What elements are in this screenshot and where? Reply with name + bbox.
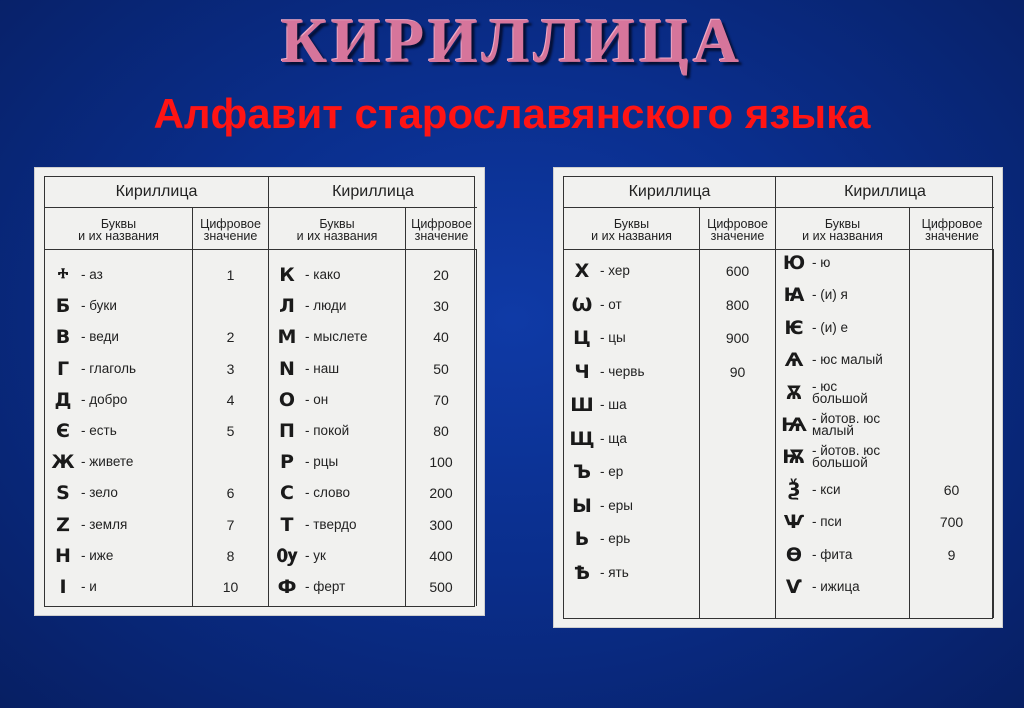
letter-glyph: Ц <box>573 327 591 349</box>
letter-glyph: Ѵ <box>785 576 803 598</box>
letter-row <box>776 315 909 341</box>
letter-row <box>45 574 192 600</box>
letter-row <box>45 449 192 475</box>
letter-row <box>269 480 405 506</box>
numeric-value <box>700 392 775 418</box>
letter-row <box>269 324 405 350</box>
numeric-value <box>700 493 775 519</box>
letter-row <box>269 293 405 319</box>
numeric-value: 400 <box>429 547 453 564</box>
letter-row <box>564 526 699 552</box>
letter-name: - он <box>305 391 329 407</box>
letter-glyph: Ы <box>572 494 592 517</box>
letter-name: - ша <box>600 397 627 412</box>
letter-glyph: Ж <box>51 451 75 474</box>
left-alphabet-table <box>44 176 475 607</box>
numeric-value: 3 <box>226 360 235 377</box>
letter-glyph: О <box>278 388 296 411</box>
letter-glyph: Щ <box>569 427 595 450</box>
letter-name: - иже <box>81 547 114 563</box>
letter-glyph: С <box>280 482 294 505</box>
letter-name: - рцы <box>305 454 339 470</box>
numeric-value: 80 <box>433 423 449 439</box>
letter-row <box>45 418 192 444</box>
letter-name: - покой <box>305 423 350 438</box>
header-kirillica: Кириллица <box>45 177 269 208</box>
letter-row <box>269 449 405 475</box>
letter-name: - люди <box>305 298 347 314</box>
left-table-panel <box>34 167 485 616</box>
header-value: Цифровое значение <box>910 208 994 250</box>
letter-name: - живете <box>81 454 134 470</box>
letter-glyph: І <box>59 576 67 598</box>
letter-row <box>564 560 699 586</box>
letter-name: - наш <box>305 360 340 376</box>
letter-glyph: Ъ <box>573 461 591 483</box>
numeric-value: 7 <box>226 516 235 533</box>
letters-column <box>45 250 193 606</box>
numeric-value: 9 <box>947 546 956 563</box>
letter-row <box>45 480 192 506</box>
letter-row <box>776 250 909 276</box>
numeric-value <box>193 449 268 475</box>
letter-name: - юс малый <box>812 352 883 368</box>
letter-name: - мыслете <box>305 329 368 345</box>
letter-glyph: ⰰ <box>57 264 69 286</box>
letter-name: - како <box>305 267 341 282</box>
letter-name: - кси <box>812 481 841 497</box>
header-kirillica: Кириллица <box>564 177 776 208</box>
letter-row <box>776 380 909 406</box>
letter-row <box>269 574 405 600</box>
letter-name: - червь <box>600 363 645 379</box>
numeric-value <box>910 574 993 600</box>
letter-name: - ю <box>812 255 831 270</box>
letter-name: - земля <box>81 516 128 532</box>
letter-name: - (и) е <box>812 319 849 335</box>
right-alphabet-table <box>563 176 993 619</box>
numeric-value: 10 <box>222 579 239 595</box>
letter-glyph: Є <box>56 420 70 442</box>
letter-row <box>564 359 699 385</box>
letter-name: - и <box>81 579 97 594</box>
letter-row <box>269 512 405 538</box>
letter-row <box>776 574 909 600</box>
header-letters: Буквы и их названия <box>269 208 406 250</box>
letter-name: - буки <box>81 298 117 314</box>
letter-name: - еры <box>600 497 633 513</box>
letter-name: - глаголь <box>81 360 137 376</box>
values-column <box>700 250 776 618</box>
letter-row <box>776 412 909 438</box>
letter-name: - веди <box>81 329 119 345</box>
letter-glyph: Ѭ <box>782 446 806 469</box>
numeric-value <box>193 293 268 319</box>
letter-glyph: Д <box>54 388 72 411</box>
numeric-value: 90 <box>729 363 746 380</box>
header-value: Цифровое значение <box>406 208 477 250</box>
letter-name: - ерь <box>600 531 631 546</box>
letter-glyph: Ζ <box>56 513 70 536</box>
letter-name: - цы <box>600 330 626 345</box>
numeric-value <box>910 380 993 406</box>
letters-column <box>269 250 406 606</box>
numeric-value: 500 <box>429 579 453 595</box>
letter-name: - есть <box>81 423 117 438</box>
letter-row <box>45 356 192 382</box>
letter-name: - юс большой <box>812 378 868 406</box>
numeric-value: 200 <box>429 485 453 502</box>
numeric-value: 8 <box>226 547 235 564</box>
letter-row <box>45 262 192 288</box>
letter-name: - фита <box>812 546 853 562</box>
letter-row <box>45 293 192 319</box>
numeric-value <box>700 426 775 452</box>
letter-row <box>564 292 699 318</box>
letter-row <box>269 387 405 413</box>
numeric-value <box>700 560 775 586</box>
header-value: Цифровое значение <box>193 208 269 250</box>
letter-row <box>269 418 405 444</box>
header-value: Цифровое значение <box>700 208 776 250</box>
numeric-value <box>910 347 993 373</box>
letter-row <box>564 493 699 519</box>
letter-glyph: Ф <box>277 576 297 598</box>
letter-name: - добро <box>81 391 128 407</box>
letter-name: - зело <box>81 485 118 501</box>
letters-column <box>564 250 700 618</box>
values-column <box>406 250 477 606</box>
letter-row <box>45 512 192 538</box>
letter-name: - пси <box>812 514 842 530</box>
numeric-value <box>910 250 993 276</box>
numeric-value: 700 <box>939 514 964 531</box>
numeric-value <box>910 444 993 470</box>
letter-name: - (и) я <box>812 287 848 303</box>
letter-glyph: К <box>279 264 295 286</box>
letter-name: - от <box>600 296 622 312</box>
numeric-value: 800 <box>725 296 750 313</box>
letter-glyph: Ѩ <box>781 414 807 436</box>
header-letters: Буквы и их названия <box>564 208 700 250</box>
letter-name: - ферт <box>305 579 346 594</box>
letter-row <box>776 477 909 503</box>
letter-row <box>564 459 699 485</box>
values-column <box>193 250 269 606</box>
letter-glyph: Ѱ <box>783 511 805 534</box>
slide-title: КИРИЛЛИЦА <box>280 5 744 76</box>
letter-row <box>45 324 192 350</box>
letter-row <box>776 509 909 535</box>
letter-row <box>776 347 909 373</box>
numeric-value: 2 <box>226 329 235 346</box>
letter-glyph: Ѡ <box>571 293 593 316</box>
letter-glyph: Ь <box>574 528 590 550</box>
numeric-value: 900 <box>725 330 750 346</box>
letter-row <box>564 325 699 351</box>
letter-name: - слово <box>305 485 351 501</box>
letter-glyph: Л <box>279 295 295 318</box>
letter-row <box>776 282 909 308</box>
letter-glyph: Ѳ <box>785 543 803 566</box>
header-kirillica: Кириллица <box>776 177 994 208</box>
numeric-value <box>910 412 993 438</box>
letter-glyph: Г <box>56 357 70 380</box>
letter-glyph: М <box>277 326 297 349</box>
letter-glyph: Р <box>280 451 294 474</box>
letter-glyph: N <box>279 357 295 380</box>
numeric-value: 70 <box>433 391 449 408</box>
letter-row <box>564 392 699 418</box>
header-kirillica: Кириллица <box>269 177 477 208</box>
letter-row <box>269 543 405 569</box>
right-table-panel <box>553 167 1003 628</box>
letter-name: - ижица <box>812 579 860 594</box>
letter-glyph: Х <box>574 260 590 282</box>
letter-name: - ять <box>600 564 629 580</box>
numeric-value: 100 <box>429 454 453 471</box>
letter-glyph: Ю <box>782 252 806 274</box>
letter-name: - твердо <box>305 516 357 532</box>
letter-glyph: П <box>279 420 295 442</box>
slide-subtitle: Алфавит старославянского языка <box>153 90 871 137</box>
letter-glyph: Ѹ <box>276 544 298 567</box>
letters-column <box>776 250 910 618</box>
letter-row <box>269 262 405 288</box>
numeric-value: 60 <box>943 481 960 498</box>
numeric-value: 600 <box>725 263 750 279</box>
numeric-value: 5 <box>226 423 235 439</box>
letter-name: - ер <box>600 464 624 479</box>
numeric-value: 300 <box>429 516 453 533</box>
letter-row <box>45 543 192 569</box>
numeric-value: 4 <box>226 391 235 408</box>
numeric-value: 6 <box>226 485 235 502</box>
numeric-value <box>910 315 993 341</box>
letter-glyph: Ч <box>574 360 590 383</box>
letter-name: - ща <box>600 430 627 446</box>
numeric-value: 50 <box>433 360 449 377</box>
letter-row <box>564 258 699 284</box>
letter-glyph: Б <box>55 295 71 318</box>
letter-name: - аз <box>81 267 103 282</box>
letter-glyph: Ш <box>570 394 594 416</box>
letter-glyph: Ѯ <box>787 478 801 501</box>
numeric-value: 40 <box>433 329 449 346</box>
numeric-value <box>700 526 775 552</box>
letter-name: - йотов. юс малый <box>812 411 881 438</box>
letter-name: - ук <box>305 547 326 563</box>
values-column <box>910 250 994 618</box>
numeric-value <box>910 282 993 308</box>
letter-glyph: Ѕ <box>56 482 70 505</box>
letter-name: - йотов. юс большой <box>812 443 881 471</box>
letter-glyph: Т <box>280 513 294 536</box>
numeric-value <box>700 459 775 485</box>
letter-row <box>776 444 909 470</box>
letter-glyph: Н <box>55 544 71 567</box>
letter-row <box>269 356 405 382</box>
letter-glyph: Ѧ <box>784 349 804 372</box>
numeric-value: 20 <box>433 267 449 283</box>
letter-glyph: В <box>55 326 71 349</box>
letter-glyph: Ѫ <box>785 381 803 404</box>
letter-glyph: Ꙗ <box>783 284 805 307</box>
letter-row <box>564 426 699 452</box>
letter-row <box>45 387 192 413</box>
letter-glyph: Ѥ <box>784 316 804 339</box>
letter-glyph: Ѣ <box>574 561 590 584</box>
header-letters: Буквы и их названия <box>45 208 193 250</box>
header-letters: Буквы и их названия <box>776 208 910 250</box>
numeric-value: 30 <box>433 298 449 315</box>
letter-row <box>776 542 909 568</box>
numeric-value: 1 <box>226 267 235 283</box>
letter-name: - хер <box>600 263 630 278</box>
